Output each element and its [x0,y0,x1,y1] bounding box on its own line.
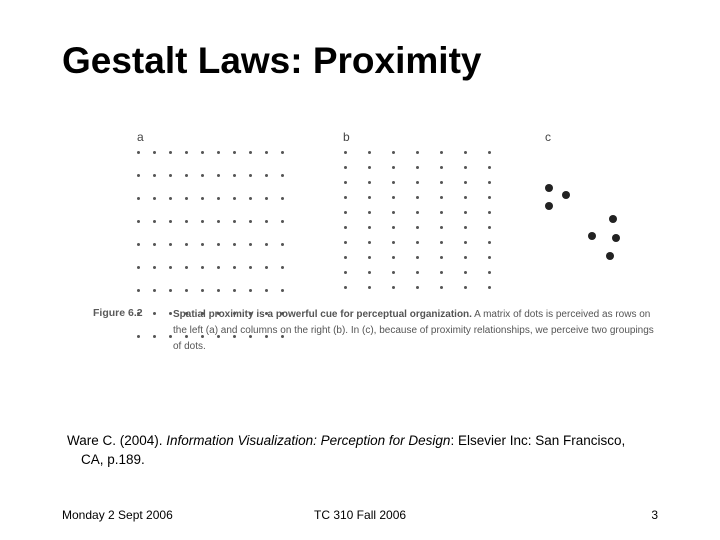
figure-caption-label: Figure 6.2 [93,307,143,319]
dot [488,181,491,184]
dot [344,181,347,184]
dot [153,151,156,154]
dot [153,243,156,246]
dot [440,241,443,244]
dot [368,271,371,274]
dot [440,256,443,259]
dot [440,166,443,169]
dot [281,174,284,177]
dot [416,211,419,214]
dot [201,289,204,292]
dot [464,226,467,229]
dot [265,151,268,154]
dot [249,151,252,154]
dot [137,220,140,223]
dot [488,166,491,169]
dot [464,196,467,199]
dot [233,151,236,154]
dot [217,243,220,246]
figure-caption [173,307,663,355]
dot [440,196,443,199]
dot [185,220,188,223]
dot [440,226,443,229]
dot [201,243,204,246]
dot [440,286,443,289]
reference-publisher: : Elsevier Inc: San Francisco, [450,433,626,448]
dot [344,196,347,199]
dot [440,151,443,154]
dot [233,220,236,223]
dot [416,241,419,244]
figure [90,120,670,360]
dot [265,266,268,269]
dot [185,289,188,292]
dot [137,266,140,269]
slide-title: Gestalt Laws: Proximity [62,40,482,81]
dot [249,197,252,200]
dot [368,196,371,199]
dot [169,151,172,154]
dot [185,151,188,154]
dot [344,166,347,169]
figure-caption-rest: A matrix of dots is perceived as rows on the left (a) and columns on the right (b). In (c), because of proximity relationships, we perceive two groupings of dots. [173,309,654,352]
dot [137,174,140,177]
dot [249,289,252,292]
dot [392,256,395,259]
dot [416,166,419,169]
dot [249,220,252,223]
dot [281,289,284,292]
reference-author-year: Ware C. (2004). [67,433,167,448]
dot [488,256,491,259]
dot [233,266,236,269]
dot [201,151,204,154]
dot [281,220,284,223]
dot [185,266,188,269]
dot [137,243,140,246]
dot [392,226,395,229]
dot [488,241,491,244]
dot [344,226,347,229]
dot [392,271,395,274]
dot [281,151,284,154]
dot [588,232,596,240]
dot [344,151,347,154]
dot [201,174,204,177]
dot [368,241,371,244]
dot [153,174,156,177]
dot [137,335,140,338]
dot [233,174,236,177]
dot [169,312,172,315]
dot [392,211,395,214]
dot [416,181,419,184]
panel-label-a: a [137,130,144,144]
dot [185,174,188,177]
dot [464,241,467,244]
dot [249,174,252,177]
dot [464,256,467,259]
dot [488,211,491,214]
dot [185,197,188,200]
dot [217,289,220,292]
dot [344,241,347,244]
dot [169,174,172,177]
dot [440,181,443,184]
dot [265,220,268,223]
dot [233,243,236,246]
dot [606,252,614,260]
dot [545,184,553,192]
dot [440,271,443,274]
dot [368,166,371,169]
dot [464,151,467,154]
dot [392,286,395,289]
dot [233,197,236,200]
reference-publisher-line2: CA, p.189. [81,452,145,467]
dot [265,289,268,292]
dot [368,226,371,229]
dot [233,289,236,292]
dot [201,197,204,200]
dot [488,286,491,289]
dot [368,211,371,214]
dot [217,266,220,269]
panel-label-c: c [545,130,551,144]
dot [217,220,220,223]
dot [281,197,284,200]
figure-caption-lead: Spatial proximity is a powerful cue for perceptual organization. [173,309,472,320]
dot [440,211,443,214]
footer-date: Monday 2 Sept 2006 [62,508,173,522]
dot [368,286,371,289]
dot [612,234,620,242]
dot [416,256,419,259]
reference-book-title: Information Visualization: Perception for Design [166,433,451,448]
dot [392,151,395,154]
dot [185,243,188,246]
dot [169,243,172,246]
dot [169,197,172,200]
dot [416,226,419,229]
dot [488,196,491,199]
dot [281,243,284,246]
dot [217,197,220,200]
dot [464,166,467,169]
dot [344,286,347,289]
dot [169,289,172,292]
dot [464,181,467,184]
dot [416,286,419,289]
panel-label-b: b [343,130,350,144]
dot [416,196,419,199]
dot [488,271,491,274]
dot [153,335,156,338]
dot [217,151,220,154]
dot [249,266,252,269]
footer-course: TC 310 Fall 2006 [314,508,407,522]
reference-citation [67,431,667,469]
dot [562,191,570,199]
footer-page-number: 3 [651,508,658,522]
dot [416,271,419,274]
dot [416,151,419,154]
dot [153,220,156,223]
dot [137,289,140,292]
dot [392,241,395,244]
dot [153,266,156,269]
dot [153,312,156,315]
dot [344,256,347,259]
dot [169,335,172,338]
dot [281,266,284,269]
dot [169,220,172,223]
dot [464,286,467,289]
dot [169,266,172,269]
dot [201,266,204,269]
dot [488,226,491,229]
dot [249,243,252,246]
dot [265,243,268,246]
dot [488,151,491,154]
dot [609,215,617,223]
dot [137,197,140,200]
dot [137,151,140,154]
dot [464,211,467,214]
dot [344,211,347,214]
dot [464,271,467,274]
dot [217,174,220,177]
dot [368,256,371,259]
dot [392,166,395,169]
dot [368,181,371,184]
dot [392,181,395,184]
dot [201,220,204,223]
dot [153,289,156,292]
dot [265,174,268,177]
dot [368,151,371,154]
dot [153,197,156,200]
dot [392,196,395,199]
dot [344,271,347,274]
dot [545,202,553,210]
dot [265,197,268,200]
